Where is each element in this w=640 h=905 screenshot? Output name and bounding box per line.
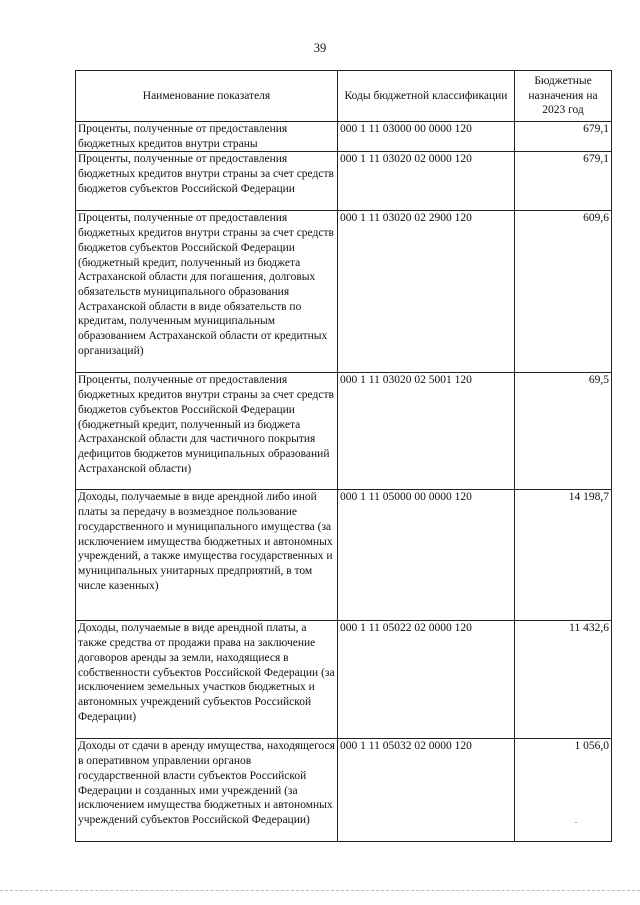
row-name: Проценты, полученные от предоставления бюджетных кредитов внутри страны за счет средств бюджетов субъектов Российской Федерации (бюджетный кредит, полученный из бюджета Астраханской области для частичного покрытия дефицитов бюджетов муниципальных образований Астраханской области) bbox=[76, 373, 338, 490]
scan-speck bbox=[575, 822, 577, 823]
table-row bbox=[76, 211, 612, 373]
table-row bbox=[76, 739, 612, 842]
row-amount: 609,6 bbox=[515, 211, 612, 373]
row-code: 000 1 11 03020 02 2900 120 bbox=[338, 211, 515, 373]
table-row bbox=[76, 152, 612, 211]
row-code: 000 1 11 05022 02 0000 120 bbox=[338, 621, 515, 739]
table-row bbox=[76, 122, 612, 152]
row-code: 000 1 11 05032 02 0000 120 bbox=[338, 739, 515, 842]
page-number: 39 bbox=[313, 41, 327, 55]
header-amount: Бюджетные назначения на 2023 год bbox=[515, 71, 612, 122]
table-row bbox=[76, 621, 612, 739]
row-name: Доходы, получаемые в виде арендной либо иной платы за передачу в возмездное пользование государственного и муниципального имущества (за исключением имущества бюджетных и автономных учреждений, а также имущества государственных и муниципальных унитарных предприятий, в том числе казенных) bbox=[76, 490, 338, 621]
budget-table bbox=[75, 70, 612, 842]
row-code: 000 1 11 03020 02 5001 120 bbox=[338, 373, 515, 490]
row-name: Доходы от сдачи в аренду имущества, находящегося в оперативном управлении органов государственной власти субъектов Российской Федерации и созданных ими учреждений (за исключением имущества бюджетных и автономных учреждений субъектов Российской Федерации) bbox=[76, 739, 338, 842]
row-name: Проценты, полученные от предоставления бюджетных кредитов внутри страны за счет средств бюджетов субъектов Российской Федерации (бюджетный кредит, полученный из бюджета Астраханской области для погашения, долговых обязательств муниципального образования Астраханской области в виде обязательств по кредитам, полученным муниципальным образованием Астраханской области от кредитных организаций) bbox=[76, 211, 338, 373]
table-header-row bbox=[76, 71, 612, 122]
row-code: 000 1 11 03000 00 0000 120 bbox=[338, 122, 515, 152]
row-amount: 679,1 bbox=[515, 122, 612, 152]
row-code: 000 1 11 03020 02 0000 120 bbox=[338, 152, 515, 211]
header-code: Коды бюджетной классификации bbox=[338, 71, 515, 122]
row-name: Проценты, полученные от предоставления бюджетных кредитов внутри страны bbox=[76, 122, 338, 152]
page-bottom-rule bbox=[0, 890, 640, 891]
row-amount: 679,1 bbox=[515, 152, 612, 211]
row-amount: 11 432,6 bbox=[515, 621, 612, 739]
header-name: Наименование показателя bbox=[76, 71, 338, 122]
row-amount: 14 198,7 bbox=[515, 490, 612, 621]
row-amount: 1 056,0 bbox=[515, 739, 612, 842]
row-name: Проценты, полученные от предоставления бюджетных кредитов внутри страны за счет средств бюджетов субъектов Российской Федерации bbox=[76, 152, 338, 211]
row-name: Доходы, получаемые в виде арендной платы, а также средства от продажи права на заключение договоров аренды за земли, находящиеся в собственности субъектов Российской Федерации (за исключением земельных участков бюджетных и автономных учреждений субъектов Российской Федерации) bbox=[76, 621, 338, 739]
row-code: 000 1 11 05000 00 0000 120 bbox=[338, 490, 515, 621]
table-row bbox=[76, 490, 612, 621]
table-row bbox=[76, 373, 612, 490]
row-amount: 69,5 bbox=[515, 373, 612, 490]
